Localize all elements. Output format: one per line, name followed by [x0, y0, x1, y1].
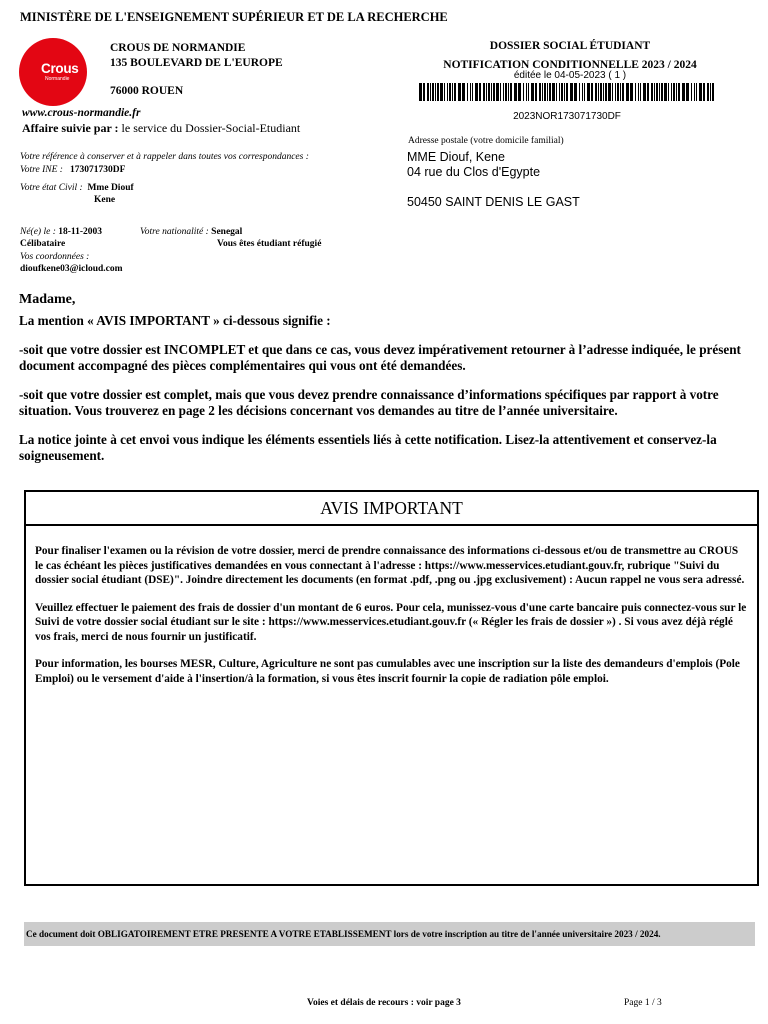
barcode-bar: [612, 83, 613, 101]
barcode-bar: [703, 83, 705, 101]
barcode-bar: [552, 83, 555, 101]
barcode-bar: [444, 83, 445, 101]
crous-city: 76000 ROUEN: [110, 85, 184, 97]
barcode-bar: [654, 83, 655, 101]
important-notice-body: [35, 544, 747, 699]
reference-label: Votre référence à conserver et à rappeler dans toutes vos correspondances :: [20, 152, 309, 162]
barcode-bar: [622, 83, 624, 101]
barcode-bar: [486, 83, 487, 101]
barcode-bar: [656, 83, 658, 101]
barcode-bar: [470, 83, 471, 101]
barcode-bar: [664, 83, 667, 101]
birth-label: Né(e) le :: [20, 227, 56, 237]
followup-value: le service du Dossier-Social-Etudiant: [121, 121, 301, 135]
barcode-bar: [620, 83, 621, 101]
email-address: dioufkene03@icloud.com: [20, 264, 123, 274]
barcode-bar: [635, 83, 636, 101]
footer-recours: Voies et délais de recours : voir page 3: [307, 998, 461, 1008]
crous-street: 135 BOULEVARD DE L'EUROPE: [110, 56, 283, 69]
barcode-bar: [659, 83, 660, 101]
barcode-bar: [514, 83, 517, 101]
barcode-bar: [549, 83, 551, 101]
barcode-bar: [630, 83, 633, 101]
barcode-bar: [475, 83, 478, 101]
postal-name: MME Diouf, Kene: [407, 150, 505, 164]
barcode-bar: [673, 83, 675, 101]
notice-paragraph: Pour information, les bourses MESR, Culture, Agriculture ne sont pas cumulables avec une inscription sur la liste des demandeurs d'emplois (Pole Emploi) ou le versement d'aide à l'insertion/à la formation, si vous êtes inscrit fournir la copie de radiation pôle emploi.: [35, 658, 740, 685]
barcode-bar: [595, 83, 597, 101]
barcode-bar: [564, 83, 565, 101]
crous-website-link[interactable]: www.crous-normandie.fr: [22, 107, 141, 119]
barcode-bar: [493, 83, 495, 101]
barcode-bar: [508, 83, 509, 101]
barcode: [419, 83, 715, 101]
barcode-bar: [561, 83, 563, 101]
nationality-value: Senegal: [211, 227, 243, 237]
letter-body: [19, 292, 754, 464]
ine-row: [20, 165, 125, 175]
birth-date: 18-11-2003: [58, 227, 103, 237]
barcode-bar: [712, 83, 714, 101]
barcode-bar: [447, 83, 448, 101]
barcode-bar: [535, 83, 537, 101]
barcode-bar: [587, 83, 590, 101]
barcode-bar: [671, 83, 672, 101]
barcode-bar: [539, 83, 541, 101]
followup-label: Affaire suivie par :: [22, 121, 119, 135]
barcode-bar: [694, 83, 695, 101]
barcode-bar: [710, 83, 711, 101]
civil-status-row: [20, 183, 134, 193]
ministry-header: MINISTÈRE DE L'ENSEIGNEMENT SUPÉRIEUR ET DE LA RECHERCHE: [20, 10, 448, 24]
barcode-bar: [615, 83, 616, 101]
postal-city: 50450 SAINT DENIS LE GAST: [407, 195, 580, 209]
barcode-bar: [496, 83, 499, 101]
barcode-bar: [449, 83, 451, 101]
barcode-bar: [668, 83, 669, 101]
barcode-bar: [566, 83, 568, 101]
barcode-bar: [640, 83, 641, 101]
barcode-bar: [427, 83, 429, 101]
barcode-bar: [419, 83, 422, 101]
postal-address: [407, 150, 540, 180]
barcode-bar: [638, 83, 639, 101]
barcode-bar: [544, 83, 546, 101]
civil-firstname: Kene: [94, 195, 116, 205]
barcode-bar: [556, 83, 557, 101]
barcode-bar: [430, 83, 431, 101]
barcode-bar: [598, 83, 599, 101]
marital-status: Célibataire: [20, 239, 66, 249]
barcode-bar: [559, 83, 560, 101]
document-title: NOTIFICATION CONDITIONNELLE 2023 / 2024: [443, 59, 697, 71]
barcode-bar: [437, 83, 439, 101]
barcode-bar: [423, 83, 425, 101]
civil-name: Mme Diouf: [87, 183, 134, 193]
letter-paragraph: -soit que votre dossier est INCOMPLET et que dans ce cas, vous devez impérativement retourner à l’adresse indiquée, le présent document accompagné des pièces complémentaires qui vous ont été demandées.: [19, 342, 741, 373]
letter-paragraph: -soit que votre dossier est complet, mais que vous devez prendre connaissance d’informations spécifiques par rapport à votre situation. Vous trouverez en page 2 les décisions concernant vos demandes au titre de l’année universitaire.: [19, 387, 719, 418]
letter-paragraph: La notice jointe à cet envoi vous indique les éléments essentiels liés à cette notification. Lisez-la attentivement et conservez-la soigneusement.: [19, 432, 717, 463]
barcode-bar: [510, 83, 512, 101]
barcode-bar: [483, 83, 485, 101]
mandatory-banner: Ce document doit OBLIGATOIREMENT ETRE PRESENTE A VOTRE ETABLISSEMENT lors de votre inscription au titre de l'année universitaire 2023 / 2024.: [24, 922, 755, 946]
barcode-bar: [686, 83, 689, 101]
barcode-bar: [676, 83, 677, 101]
barcode-bar: [491, 83, 492, 101]
ine-label: Votre INE :: [20, 165, 63, 175]
barcode-bar: [479, 83, 481, 101]
barcode-bar: [600, 83, 602, 101]
barcode-bar: [584, 83, 585, 101]
civil-label: Votre état Civil :: [20, 183, 83, 193]
barcode-bar: [547, 83, 548, 101]
logo-word: Crous: [41, 61, 79, 76]
salutation: Madame,: [19, 292, 76, 307]
important-notice-title: AVIS IMPORTANT: [26, 492, 757, 526]
barcode-bar: [505, 83, 507, 101]
barcode-bar: [608, 83, 611, 101]
barcode-bar: [462, 83, 465, 101]
barcode-bar: [503, 83, 504, 101]
refugee-status: Vous êtes étudiant réfugié: [217, 239, 322, 249]
letter-paragraph: La mention « AVIS IMPORTANT » ci-dessous signifie :: [19, 313, 331, 328]
crous-logo: [19, 38, 87, 106]
barcode-bar: [528, 83, 529, 101]
document-edition-date: éditée le 04-05-2023 ( 1 ): [513, 70, 627, 81]
barcode-bar: [605, 83, 607, 101]
barcode-bar: [661, 83, 663, 101]
birth-row: [20, 227, 102, 237]
barcode-bar: [440, 83, 443, 101]
postal-address-label: Adresse postale (votre domicile familial): [408, 136, 564, 146]
followup-line: [22, 121, 300, 136]
barcode-bar: [526, 83, 527, 101]
notice-paragraph: Veuillez effectuer le paiement des frais de dossier d'un montant de 6 euros. Pour cela, munissez-vous d'une carte bancaire puis connectez-vous sur le Suivi de votre dossier social étudiant sur le site : https://www.messervices.etudiant.gouv.fr (« Régler les frais de dossier ») . Si vous avez déjà réglé vos frais, merci de nous fournir un justificatif.: [35, 601, 747, 643]
ine-value: 173071730DF: [70, 165, 126, 175]
coordinates-label: Vos coordonnées :: [20, 252, 90, 262]
barcode-bar: [467, 83, 468, 101]
barcode-bar: [707, 83, 709, 101]
barcode-bar: [432, 83, 434, 101]
postal-street: 04 rue du Clos d'Egypte: [407, 165, 541, 179]
barcode-text: 2023NOR173071730DF: [513, 111, 621, 122]
barcode-bar: [472, 83, 473, 101]
barcode-bar: [591, 83, 593, 101]
barcode-bar: [500, 83, 501, 101]
barcode-bar: [454, 83, 456, 101]
barcode-bar: [582, 83, 583, 101]
document-type: DOSSIER SOCIAL ÉTUDIANT: [489, 40, 651, 52]
barcode-bar: [626, 83, 629, 101]
barcode-bar: [691, 83, 692, 101]
barcode-bar: [452, 83, 453, 101]
barcode-bar: [647, 83, 649, 101]
barcode-bar: [570, 83, 573, 101]
notice-paragraph: Pour finaliser l'examen ou la révision de votre dossier, merci de prendre connaissance des informations ci-dessous et/ou de transmettre au CROUS le cas échéant les pièces justificatives demandées en vous connectant à l'adresse : https://www.messervices.etudiant.gouv.fr, rubrique "Suivi du dossier social étudiant (DSE)". Joindre directement les documents (en format .pdf, .png ou .jpg exclusivement) : Aucun rappel ne vous sera adressé.: [35, 545, 745, 586]
nationality-label: Votre nationalité :: [140, 227, 209, 237]
barcode-bar: [542, 83, 543, 101]
nationality-row: [140, 227, 242, 237]
barcode-bar: [518, 83, 521, 101]
barcode-bar: [435, 83, 436, 101]
barcode-bar: [678, 83, 680, 101]
barcode-bar: [579, 83, 580, 101]
barcode-bar: [574, 83, 577, 101]
barcode-bar: [643, 83, 646, 101]
barcode-bar: [458, 83, 461, 101]
crous-name: CROUS DE NORMANDIE: [110, 42, 246, 54]
barcode-bar: [603, 83, 604, 101]
logo-sub: Normandie: [45, 76, 70, 82]
barcode-bar: [699, 83, 702, 101]
barcode-bar: [523, 83, 524, 101]
crous-address: [110, 41, 283, 70]
barcode-bar: [488, 83, 490, 101]
barcode-bar: [651, 83, 653, 101]
barcode-bar: [696, 83, 697, 101]
important-notice-box: [24, 490, 759, 886]
barcode-bar: [617, 83, 619, 101]
barcode-bar: [682, 83, 685, 101]
barcode-bar: [531, 83, 534, 101]
page-number: Page 1 / 3: [624, 998, 662, 1008]
